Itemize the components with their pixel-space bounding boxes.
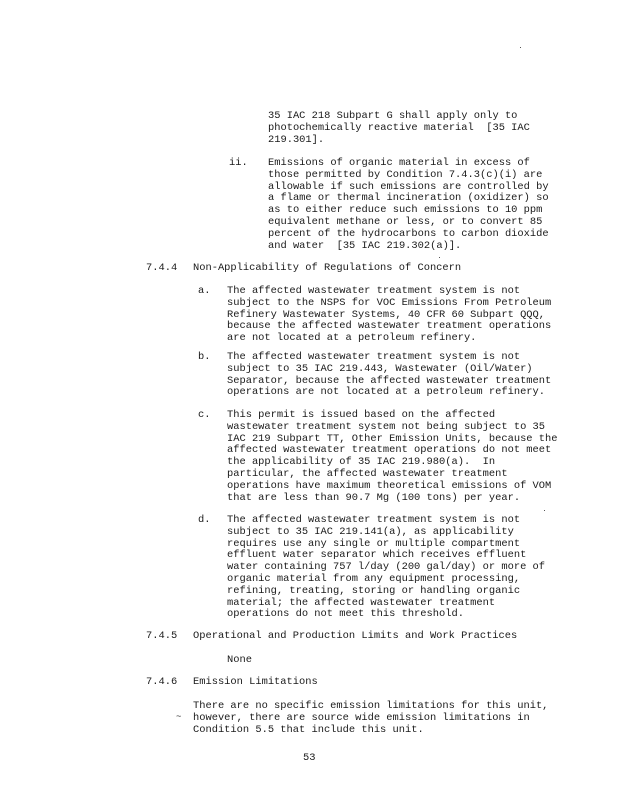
page-number: 53	[303, 752, 316, 764]
margin-mark: ~	[176, 712, 182, 722]
section-7-4-6-body: There are no specific emission limitations for this unit, however, there are source wide emission limitations in Condition 5.5 that include this unit.	[193, 700, 549, 736]
item-b-text: The affected wastewater treatment system is not subject to 35 IAC 219.443, Wastewater (Oil/Water) Separator, because the affected wastewater treatment operations are not located at a petroleum refinery.	[227, 351, 552, 399]
item-c-label: c.	[198, 409, 211, 421]
scan-speck	[439, 257, 440, 258]
item-ii-label: ii.	[229, 157, 248, 169]
scan-speck	[544, 510, 545, 511]
section-7-4-5-number: 7.4.5	[146, 630, 178, 642]
section-7-4-4-number: 7.4.4	[146, 262, 178, 274]
item-a-text: The affected wastewater treatment system is not subject to the NSPS for VOC Emissions From Petroleum Refinery Wastewater Systems, 40 CFR 60 Subpart QQQ, because the affected wastewater treatment operations are not located at a petroleum refinery.	[227, 285, 552, 345]
section-7-4-4-title: Non-Applicability of Regulations of Concern	[193, 262, 462, 274]
item-d-text: The affected wastewater treatment system is not subject to 35 IAC 219.141(a), as applicability requires use any single or multiple compartment effluent water separator which receives effluent water containing 757 l/day (200 gal/day) or more of organic material from any equipment processing, refining, treating, storing or handling organic material; the affected wastewater treatment operations do not meet this threshold.	[227, 514, 546, 621]
section-7-4-6-title: Emission Limitations	[193, 676, 318, 688]
item-d-label: d.	[198, 514, 211, 526]
section-7-4-5-title: Operational and Production Limits and Work Practices	[193, 630, 518, 642]
item-ii-text: Emissions of organic material in excess of those permitted by Condition 7.4.3(c)(i) are allowable if such emissions are controlled by a flame or thermal incineration (oxidizer) so as to either reduce such emissions to 10 ppm equivalent methane or less, or to convert 85 percent of the hydrocarbons to carbon dioxide and water [35 IAC 219.302(a)].	[268, 157, 549, 252]
item-i-continuation: 35 IAC 218 Subpart G shall apply only to photochemically reactive material [35 IAC 219.301].	[268, 110, 530, 146]
section-7-4-5-body: None	[227, 654, 252, 666]
scan-speck	[520, 47, 521, 48]
section-7-4-6-number: 7.4.6	[146, 676, 178, 688]
item-a-label: a.	[198, 285, 211, 297]
item-c-text: This permit is issued based on the affected wastewater treatment system not being subject to 35 IAC 219 Subpart TT, Other Emission Units, because the affected wastewater treatment operations do not meet the applicability of 35 IAC 219.980(a). In particular, the affected wastewater treatment operations have maximum theoretical emissions of VOM that are less than 90.7 Mg (100 tons) per year.	[227, 409, 558, 504]
item-b-label: b.	[198, 351, 211, 363]
